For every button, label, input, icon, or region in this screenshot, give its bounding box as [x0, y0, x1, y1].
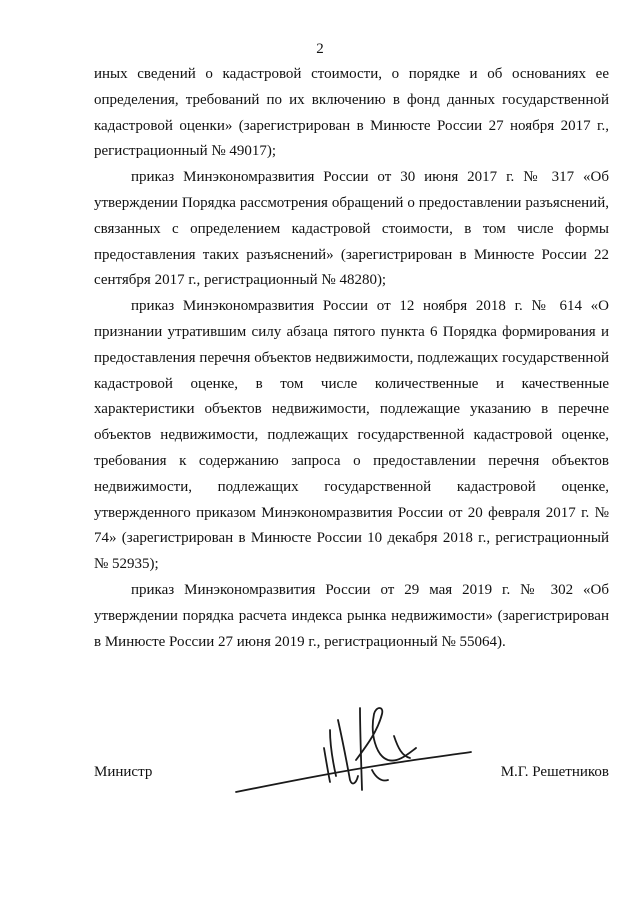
paragraph-continuation: иных сведений о кадастровой стоимости, о порядке и об основаниях ее определения, требований по их включению в фонд данных государственной кадастровой оценки» (зарегистрирован в Минюсте России 27 ноября 2017 г., регистрационный № 49017);: [94, 66, 609, 160]
paragraph-order-302: приказ Минэкономразвития России от 29 мая 2019 г. № 302 «Об утверждении порядка расчета индекса рынка недвижимости» (зарегистрирован в Минюсте России 27 июня 2019 г., регистрационный № 55064).: [94, 581, 609, 650]
signatory-title: Министр: [94, 764, 153, 780]
handwritten-signature: [226, 700, 476, 810]
paragraph-order-614: приказ Минэкономразвития России от 12 ноября 2018 г. № 614 «О признании утратившим силу абзаца пятого пункта 6 Порядка формирования и предоставления перечня объектов недвижимости, подлежащих государственной кадастровой оценке, в том числе количественные и качественные характеристики объектов недвижимости, подлежащие указанию в перечне объектов недвижимости, подлежащих государственной кадастровой оценке, требования к содержанию запроса о предоставлении перечня объектов недвижимости, подлежащих государственной кадастровой оценке, утвержденного приказом Минэкономразвития России от 20 февраля 2017 г. № 74» (зарегистрирован в Минюсте России 10 декабря 2018 г., регистрационный № 52935);: [94, 298, 609, 573]
signatory-name: М.Г. Решетников: [500, 764, 609, 780]
signature-row: [94, 757, 609, 787]
document-body: [94, 62, 609, 655]
paragraph-order-317: приказ Минэкономразвития России от 30 июня 2017 г. № 317 «Об утверждении Порядка рассмотрения обращений о предоставлении разъяснений, связанных с определением кадастровой стоимости, в том числе формы предоставления таких разъяснений» (зарегистрирован в Минюсте России 22 сентября 2017 г., регистрационный № 48280);: [94, 169, 609, 289]
page-number: 2: [316, 41, 324, 57]
